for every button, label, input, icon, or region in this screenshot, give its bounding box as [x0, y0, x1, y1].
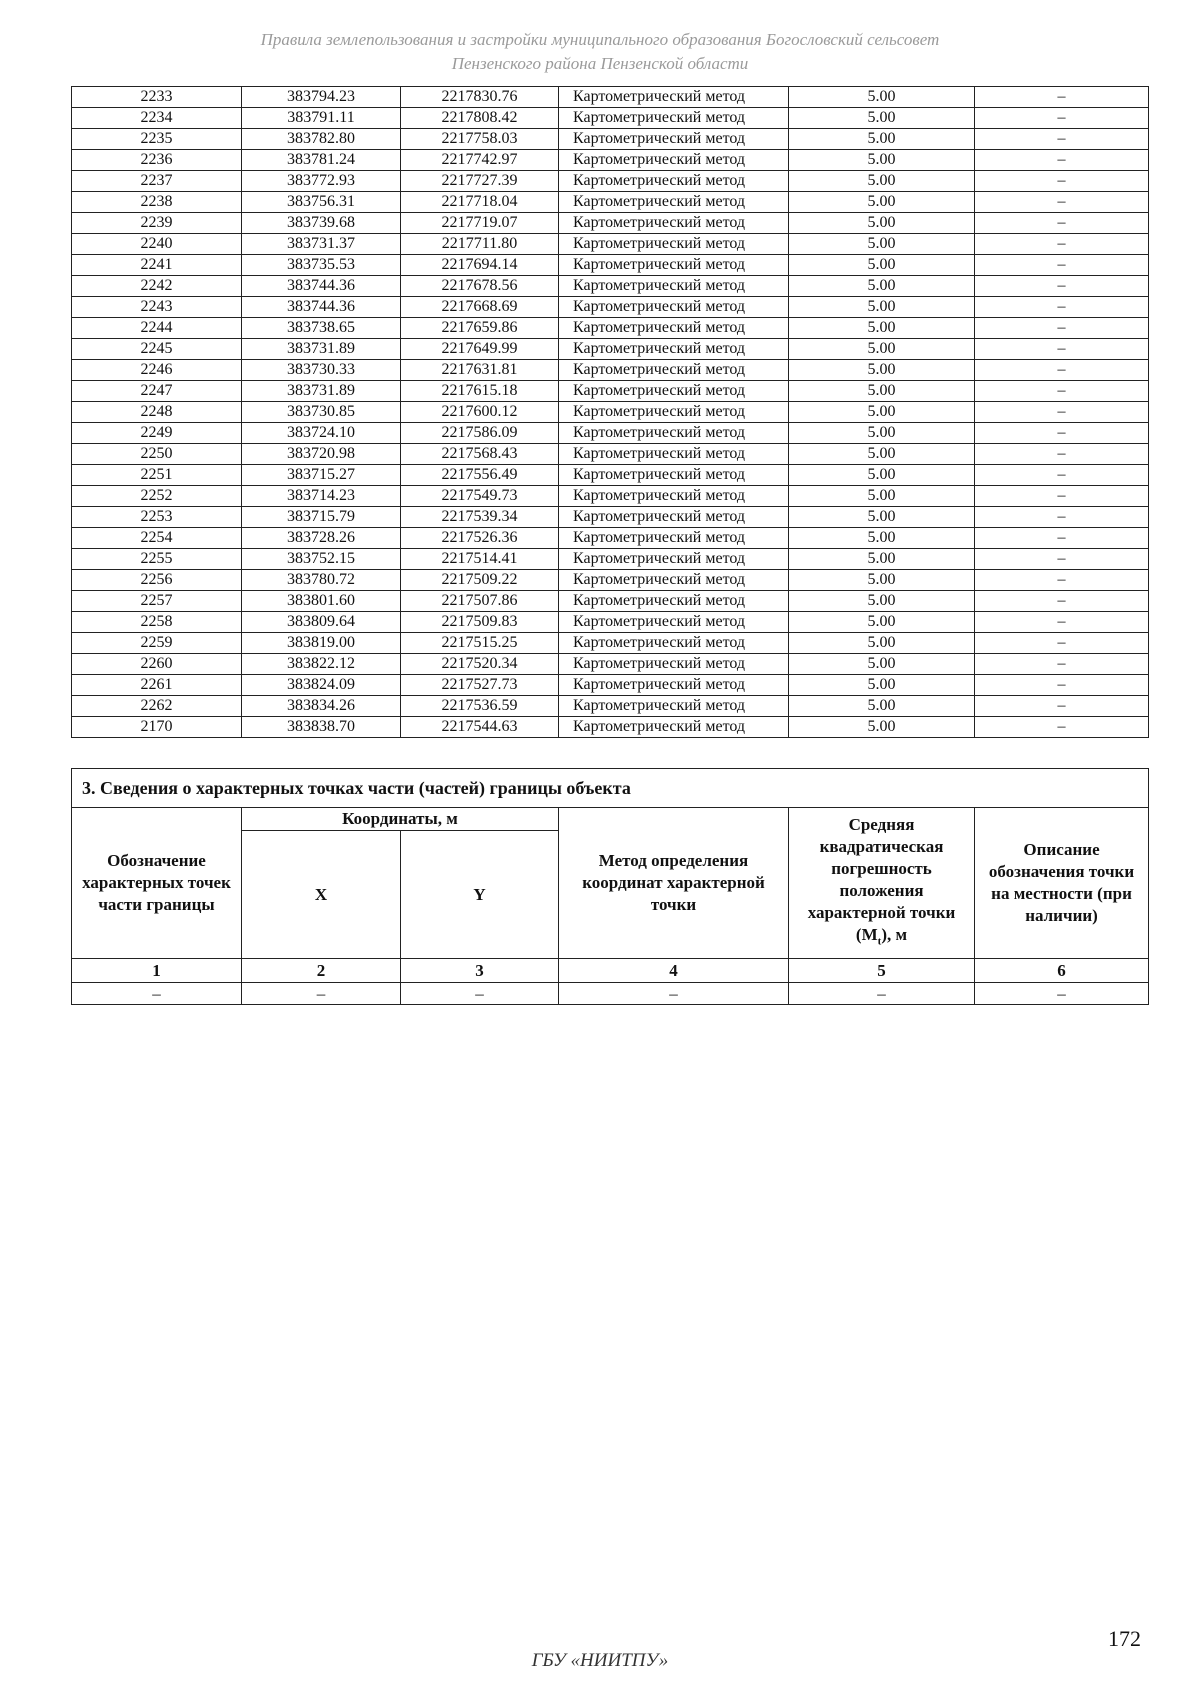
empty-cell: – [401, 983, 559, 1005]
cell-description: – [975, 276, 1149, 297]
cell-description: – [975, 150, 1149, 171]
cell-error: 5.00 [789, 675, 975, 696]
cell-method: Картометрический метод [559, 507, 789, 528]
cell-description: – [975, 507, 1149, 528]
cell-method: Картометрический метод [559, 339, 789, 360]
cell-error: 5.00 [789, 276, 975, 297]
cell-error: 5.00 [789, 318, 975, 339]
cell-coord-x: 383834.26 [242, 696, 401, 717]
cell-coord-y: 2217586.09 [401, 423, 559, 444]
cell-description: – [975, 234, 1149, 255]
cell-point-id: 2258 [72, 612, 242, 633]
cell-method: Картометрический метод [559, 129, 789, 150]
cell-coord-y: 2217556.49 [401, 465, 559, 486]
cell-error: 5.00 [789, 150, 975, 171]
cell-point-id: 2240 [72, 234, 242, 255]
cell-point-id: 2244 [72, 318, 242, 339]
cell-method: Картометрический метод [559, 654, 789, 675]
cell-coord-y: 2217527.73 [401, 675, 559, 696]
cell-description: – [975, 129, 1149, 150]
cell-method: Картометрический метод [559, 360, 789, 381]
cell-method: Картометрический метод [559, 255, 789, 276]
table-row [72, 339, 1149, 360]
cell-error: 5.00 [789, 486, 975, 507]
col-header-error-main: Средняя квадратическая погрешность положения характерной точки (M [807, 814, 956, 944]
table-row [72, 318, 1149, 339]
cell-description: – [975, 318, 1149, 339]
cell-method: Картометрический метод [559, 402, 789, 423]
cell-coord-x: 383731.89 [242, 381, 401, 402]
table-row [72, 507, 1149, 528]
points-table-body [72, 87, 1149, 738]
col-number: 1 [72, 959, 242, 983]
cell-error: 5.00 [789, 192, 975, 213]
cell-point-id: 2250 [72, 444, 242, 465]
cell-coord-y: 2217507.86 [401, 591, 559, 612]
document-header [0, 28, 1200, 76]
col-header-error-tail: ), м [881, 924, 908, 944]
cell-error: 5.00 [789, 213, 975, 234]
table-row [72, 591, 1149, 612]
table-row [72, 234, 1149, 255]
cell-point-id: 2236 [72, 150, 242, 171]
cell-point-id: 2246 [72, 360, 242, 381]
cell-point-id: 2254 [72, 528, 242, 549]
col-header-x: X [242, 831, 401, 959]
col-header-method: Метод определения координат характерной точки [559, 808, 789, 959]
cell-coord-y: 2217549.73 [401, 486, 559, 507]
cell-point-id: 2237 [72, 171, 242, 192]
cell-coord-y: 2217758.03 [401, 129, 559, 150]
cell-coord-x: 383730.85 [242, 402, 401, 423]
cell-point-id: 2233 [72, 87, 242, 108]
cell-point-id: 2239 [72, 213, 242, 234]
cell-error: 5.00 [789, 717, 975, 738]
table-row [72, 486, 1149, 507]
cell-description: – [975, 192, 1149, 213]
empty-cell: – [72, 983, 242, 1005]
col-header-y: Y [401, 831, 559, 959]
cell-point-id: 2255 [72, 549, 242, 570]
table-row [72, 528, 1149, 549]
table-row [72, 612, 1149, 633]
cell-description: – [975, 696, 1149, 717]
cell-description: – [975, 423, 1149, 444]
cell-coord-y: 2217539.34 [401, 507, 559, 528]
cell-description: – [975, 528, 1149, 549]
table-row [72, 654, 1149, 675]
cell-point-id: 2170 [72, 717, 242, 738]
col-header-designation: Обозначение характерных точек части границы [72, 808, 242, 959]
cell-error: 5.00 [789, 402, 975, 423]
header-line-2: Пензенского района Пензенской области [451, 54, 749, 73]
cell-coord-x: 383715.27 [242, 465, 401, 486]
cell-error: 5.00 [789, 654, 975, 675]
cell-method: Картометрический метод [559, 297, 789, 318]
cell-coord-y: 2217649.99 [401, 339, 559, 360]
cell-description: – [975, 717, 1149, 738]
cell-coord-x: 383822.12 [242, 654, 401, 675]
cell-coord-y: 2217830.76 [401, 87, 559, 108]
col-header-error-sub: t [877, 935, 882, 948]
cell-method: Картометрический метод [559, 213, 789, 234]
empty-cell: – [789, 983, 975, 1005]
cell-method: Картометрический метод [559, 717, 789, 738]
cell-error: 5.00 [789, 612, 975, 633]
cell-description: – [975, 297, 1149, 318]
section3-title: 3. Сведения о характерных точках части (частей) границы объекта [72, 769, 1149, 808]
table-row [72, 696, 1149, 717]
cell-method: Картометрический метод [559, 276, 789, 297]
col-number: 4 [559, 959, 789, 983]
cell-coord-x: 383781.24 [242, 150, 401, 171]
cell-method: Картометрический метод [559, 591, 789, 612]
cell-method: Картометрический метод [559, 423, 789, 444]
header-line-1: Правила землепользования и застройки муниципального образования Богословский сельсовет [260, 30, 940, 49]
cell-method: Картометрический метод [559, 696, 789, 717]
cell-error: 5.00 [789, 339, 975, 360]
cell-description: – [975, 591, 1149, 612]
cell-coord-y: 2217509.83 [401, 612, 559, 633]
cell-method: Картометрический метод [559, 675, 789, 696]
cell-coord-y: 2217526.36 [401, 528, 559, 549]
cell-error: 5.00 [789, 360, 975, 381]
cell-description: – [975, 213, 1149, 234]
table-row [72, 171, 1149, 192]
col-number: 2 [242, 959, 401, 983]
cell-coord-y: 2217514.41 [401, 549, 559, 570]
table-row [72, 717, 1149, 738]
cell-description: – [975, 108, 1149, 129]
cell-method: Картометрический метод [559, 528, 789, 549]
cell-coord-y: 2217568.43 [401, 444, 559, 465]
cell-error: 5.00 [789, 465, 975, 486]
cell-method: Картометрический метод [559, 486, 789, 507]
cell-coord-y: 2217668.69 [401, 297, 559, 318]
cell-coord-y: 2217742.97 [401, 150, 559, 171]
table-row [72, 675, 1149, 696]
cell-coord-x: 383738.65 [242, 318, 401, 339]
cell-description: – [975, 570, 1149, 591]
cell-coord-x: 383819.00 [242, 633, 401, 654]
cell-coord-x: 383739.68 [242, 213, 401, 234]
table-row [72, 192, 1149, 213]
cell-coord-x: 383752.15 [242, 549, 401, 570]
cell-method: Картометрический метод [559, 192, 789, 213]
cell-method: Картометрический метод [559, 612, 789, 633]
cell-coord-x: 383809.64 [242, 612, 401, 633]
empty-cell: – [975, 983, 1149, 1005]
cell-description: – [975, 486, 1149, 507]
cell-coord-y: 2217515.25 [401, 633, 559, 654]
cell-point-id: 2257 [72, 591, 242, 612]
cell-error: 5.00 [789, 129, 975, 150]
cell-coord-x: 383824.09 [242, 675, 401, 696]
cell-point-id: 2238 [72, 192, 242, 213]
table-row [72, 549, 1149, 570]
table-row [72, 213, 1149, 234]
cell-coord-x: 383728.26 [242, 528, 401, 549]
cell-point-id: 2234 [72, 108, 242, 129]
col-header-coordinates: Координаты, м [242, 808, 559, 831]
cell-method: Картометрический метод [559, 87, 789, 108]
cell-error: 5.00 [789, 549, 975, 570]
cell-method: Картометрический метод [559, 633, 789, 654]
col-number: 6 [975, 959, 1149, 983]
cell-coord-y: 2217711.80 [401, 234, 559, 255]
cell-point-id: 2260 [72, 654, 242, 675]
table-row [72, 150, 1149, 171]
col-number: 3 [401, 959, 559, 983]
cell-coord-x: 383780.72 [242, 570, 401, 591]
cell-coord-y: 2217678.56 [401, 276, 559, 297]
cell-point-id: 2242 [72, 276, 242, 297]
cell-coord-x: 383720.98 [242, 444, 401, 465]
section3-table [71, 768, 1149, 1005]
cell-coord-x: 383730.33 [242, 360, 401, 381]
cell-description: – [975, 381, 1149, 402]
cell-coord-x: 383744.36 [242, 297, 401, 318]
cell-error: 5.00 [789, 381, 975, 402]
table-row [72, 423, 1149, 444]
page-number: 172 [1108, 1626, 1141, 1651]
cell-coord-y: 2217719.07 [401, 213, 559, 234]
cell-description: – [975, 549, 1149, 570]
cell-description: – [975, 87, 1149, 108]
cell-coord-y: 2217808.42 [401, 108, 559, 129]
table-row [72, 465, 1149, 486]
table-row [72, 570, 1149, 591]
cell-method: Картометрический метод [559, 465, 789, 486]
cell-point-id: 2261 [72, 675, 242, 696]
cell-point-id: 2248 [72, 402, 242, 423]
table-row [72, 87, 1149, 108]
cell-coord-y: 2217615.18 [401, 381, 559, 402]
cell-method: Картометрический метод [559, 444, 789, 465]
cell-coord-x: 383756.31 [242, 192, 401, 213]
cell-error: 5.00 [789, 234, 975, 255]
cell-description: – [975, 612, 1149, 633]
cell-description: – [975, 339, 1149, 360]
cell-error: 5.00 [789, 528, 975, 549]
cell-error: 5.00 [789, 108, 975, 129]
cell-coord-y: 2217727.39 [401, 171, 559, 192]
cell-method: Картометрический метод [559, 381, 789, 402]
cell-coord-y: 2217718.04 [401, 192, 559, 213]
cell-description: – [975, 675, 1149, 696]
cell-method: Картометрический метод [559, 171, 789, 192]
cell-coord-y: 2217509.22 [401, 570, 559, 591]
table-row [72, 255, 1149, 276]
cell-coord-x: 383724.10 [242, 423, 401, 444]
cell-description: – [975, 633, 1149, 654]
col-header-error [789, 808, 975, 959]
cell-description: – [975, 360, 1149, 381]
cell-coord-x: 383731.37 [242, 234, 401, 255]
cell-coord-x: 383735.53 [242, 255, 401, 276]
cell-coord-x: 383715.79 [242, 507, 401, 528]
table-row [72, 402, 1149, 423]
cell-error: 5.00 [789, 255, 975, 276]
cell-description: – [975, 654, 1149, 675]
cell-coord-y: 2217520.34 [401, 654, 559, 675]
cell-coord-y: 2217631.81 [401, 360, 559, 381]
cell-error: 5.00 [789, 444, 975, 465]
cell-description: – [975, 465, 1149, 486]
cell-error: 5.00 [789, 87, 975, 108]
empty-cell: – [242, 983, 401, 1005]
cell-error: 5.00 [789, 570, 975, 591]
cell-point-id: 2259 [72, 633, 242, 654]
cell-coord-x: 383714.23 [242, 486, 401, 507]
cell-coord-x: 383838.70 [242, 717, 401, 738]
cell-coord-x: 383744.36 [242, 276, 401, 297]
table-row [72, 381, 1149, 402]
cell-point-id: 2243 [72, 297, 242, 318]
cell-point-id: 2251 [72, 465, 242, 486]
cell-error: 5.00 [789, 171, 975, 192]
table-row [72, 129, 1149, 150]
cell-error: 5.00 [789, 633, 975, 654]
col-header-description: Описание обозначения точки на местности (при наличии) [975, 808, 1149, 959]
cell-point-id: 2247 [72, 381, 242, 402]
cell-coord-x: 383772.93 [242, 171, 401, 192]
cell-point-id: 2252 [72, 486, 242, 507]
cell-coord-y: 2217659.86 [401, 318, 559, 339]
cell-point-id: 2262 [72, 696, 242, 717]
cell-method: Картометрический метод [559, 318, 789, 339]
col-number: 5 [789, 959, 975, 983]
cell-point-id: 2256 [72, 570, 242, 591]
cell-error: 5.00 [789, 696, 975, 717]
cell-coord-y: 2217694.14 [401, 255, 559, 276]
cell-point-id: 2241 [72, 255, 242, 276]
cell-description: – [975, 255, 1149, 276]
cell-point-id: 2249 [72, 423, 242, 444]
table-row [72, 360, 1149, 381]
cell-coord-y: 2217600.12 [401, 402, 559, 423]
cell-method: Картометрический метод [559, 549, 789, 570]
cell-error: 5.00 [789, 591, 975, 612]
cell-method: Картометрический метод [559, 150, 789, 171]
cell-method: Картометрический метод [559, 570, 789, 591]
cell-coord-x: 383801.60 [242, 591, 401, 612]
table-row [72, 297, 1149, 318]
points-table [71, 86, 1149, 738]
cell-point-id: 2253 [72, 507, 242, 528]
cell-coord-x: 383731.89 [242, 339, 401, 360]
empty-cell: – [559, 983, 789, 1005]
cell-point-id: 2235 [72, 129, 242, 150]
cell-description: – [975, 171, 1149, 192]
table-row [72, 633, 1149, 654]
table-row [72, 444, 1149, 465]
cell-method: Картометрический метод [559, 108, 789, 129]
table-row [72, 276, 1149, 297]
cell-coord-x: 383791.11 [242, 108, 401, 129]
cell-description: – [975, 444, 1149, 465]
table-row [72, 108, 1149, 129]
cell-error: 5.00 [789, 297, 975, 318]
cell-coord-y: 2217536.59 [401, 696, 559, 717]
cell-error: 5.00 [789, 507, 975, 528]
cell-description: – [975, 402, 1149, 423]
cell-coord-x: 383794.23 [242, 87, 401, 108]
cell-method: Картометрический метод [559, 234, 789, 255]
cell-coord-x: 383782.80 [242, 129, 401, 150]
cell-point-id: 2245 [72, 339, 242, 360]
cell-error: 5.00 [789, 423, 975, 444]
document-footer: ГБУ «НИИТПУ» [531, 1650, 669, 1671]
cell-coord-y: 2217544.63 [401, 717, 559, 738]
